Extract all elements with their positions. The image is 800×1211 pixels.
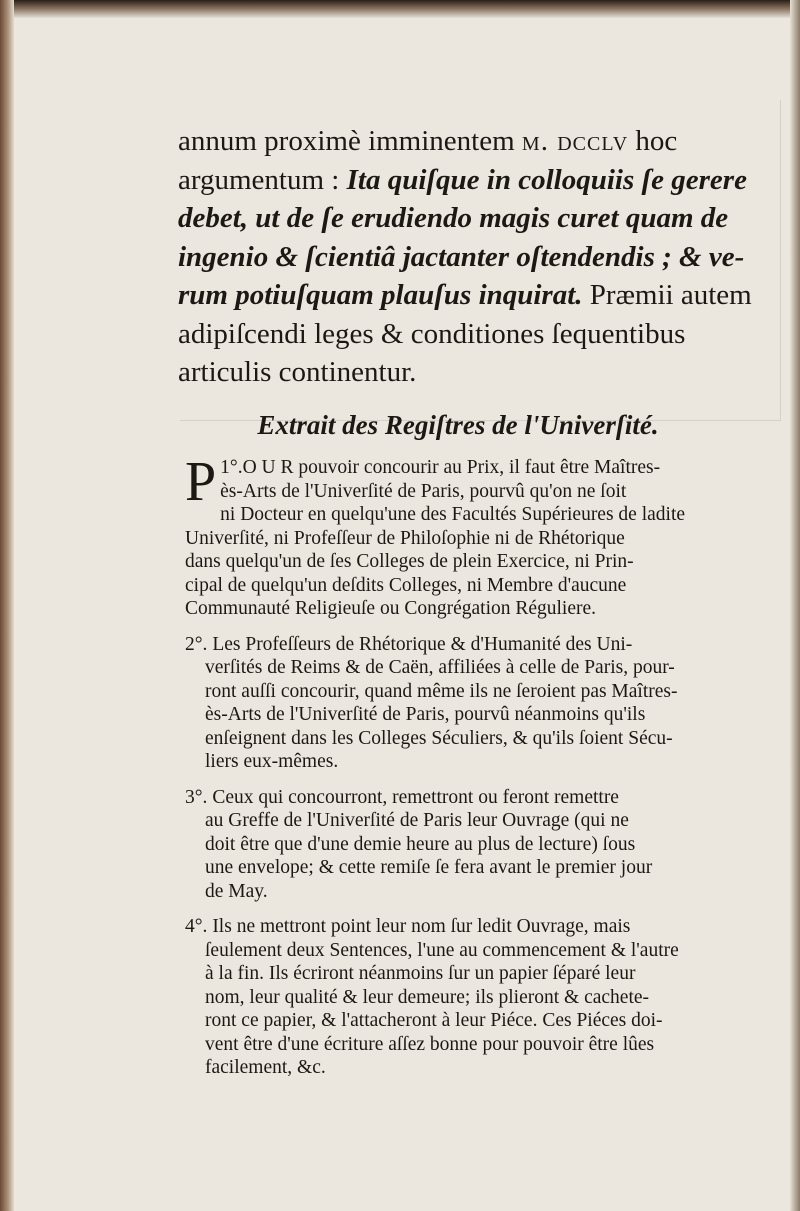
page-top-edge <box>0 0 800 18</box>
latin-italic: Ita quiſque in colloquiis ſe gerere <box>346 163 747 196</box>
latin-line-7: articulis continentur. <box>178 356 417 388</box>
article-text: Ils ne mettront point leur nom ſur ledit Ouvrage, mais <box>212 916 631 937</box>
article-line: verſités de Reims & de Caën, affiliées à celle de Paris, pour- <box>205 657 675 678</box>
latin-italic: rum potiuſquam plauſus inquirat. <box>178 279 583 311</box>
article-text: Ceux qui concourront, remettront ou feront remettre <box>212 786 619 808</box>
article-3 <box>185 786 765 904</box>
article-line: ront ce papier, & l'attacheront à leur Piéce. Ces Piéces doi- <box>205 1010 663 1031</box>
article-line: de May. <box>205 880 268 902</box>
article-2 <box>185 633 765 774</box>
latin-line-4: ingenio & ſcientiâ jactanter oſtendendis ; & ve- <box>178 240 745 273</box>
article-line: ni Docteur en quelqu'une des Facultés Supérieures de ladite <box>220 504 686 525</box>
article-4 <box>185 915 765 1080</box>
article-line: ès-Arts de l'Univerſité de Paris, pourvû néanmoins qu'ils <box>205 704 646 725</box>
article-line: Communauté Religieuſe ou Congrégation Réguliere. <box>185 598 597 619</box>
article-number: 4°. <box>185 916 208 937</box>
article-line: ès-Arts de l'Univerſité de Paris, pourvû qu'on ne ſoit <box>220 480 627 502</box>
article-text: O U R pouvoir concourir au Prix, il faut être Maîtres- <box>242 457 661 478</box>
latin-line-5 <box>178 276 768 315</box>
article-line: doit être que d'une demie heure au plus de lecture) ſous <box>205 833 636 855</box>
article-line <box>185 633 765 657</box>
page-gutter-edge <box>0 0 14 1211</box>
latin-text: argumentum : <box>178 163 347 196</box>
article-line: au Greffe de l'Univerſité de Paris leur Ouvrage (qui ne <box>205 810 629 831</box>
latin-line-2 <box>178 161 768 200</box>
latin-text: Præmii autem <box>582 279 752 311</box>
article-line: à la fin. Ils écriront néanmoins ſur un papier ſéparé leur <box>205 963 636 984</box>
article-line: enſeignent dans les Colleges Séculiers, & qu'ils ſoient Sécu- <box>205 727 673 749</box>
article-1 <box>185 451 765 621</box>
latin-paragraph <box>178 122 768 392</box>
article-line: vent être d'une écriture aſſez bonne pour pouvoir être lûes <box>205 1033 655 1055</box>
article-line <box>185 786 765 810</box>
article-line: cipal de quelqu'un deſdits Colleges, ni Membre d'aucune <box>185 574 627 596</box>
year-smallcaps: m. dcclv <box>521 125 629 157</box>
section-heading: Extrait des Regiſtres de l'Univerſité. <box>257 410 659 440</box>
article-line: facilement, &c. <box>205 1057 326 1078</box>
article-number: 2°. <box>185 633 208 655</box>
latin-line-6: adipiſcendi leges & conditiones ſequentibus <box>178 317 686 350</box>
article-number: 3°. <box>185 786 208 808</box>
articles-list <box>185 451 765 1092</box>
page-right-edge <box>790 0 800 1211</box>
article-line <box>185 915 765 939</box>
article-number: 1°. <box>220 457 243 478</box>
article-text: Les Profeſſeurs de Rhétorique & d'Humanité des Uni- <box>212 633 633 655</box>
drop-capital: P <box>185 451 217 513</box>
latin-line-3: debet, ut de ſe erudiendo magis curet quam de <box>178 202 729 234</box>
latin-text: annum proximè imminentem <box>178 125 522 157</box>
latin-text: hoc <box>628 125 678 157</box>
article-line: une envelope; & cette remiſe ſe fera avant le premier jour <box>205 857 653 878</box>
latin-line-1 <box>178 122 768 161</box>
article-line: ront auſſi concourir, quand même ils ne ſeroient pas Maîtres- <box>205 680 678 702</box>
article-line: nom, leur qualité & leur demeure; ils plieront & cachete- <box>205 986 650 1008</box>
article-line: dans quelqu'un de ſes Colleges de plein Exercice, ni Prin- <box>185 551 634 572</box>
article-line: ſeulement deux Sentences, l'une au commencement & l'autre <box>205 939 679 961</box>
article-line: liers eux-mêmes. <box>205 751 339 772</box>
article-line: Univerſité, ni Profeſſeur de Philoſophie ni de Rhétorique <box>185 527 625 549</box>
